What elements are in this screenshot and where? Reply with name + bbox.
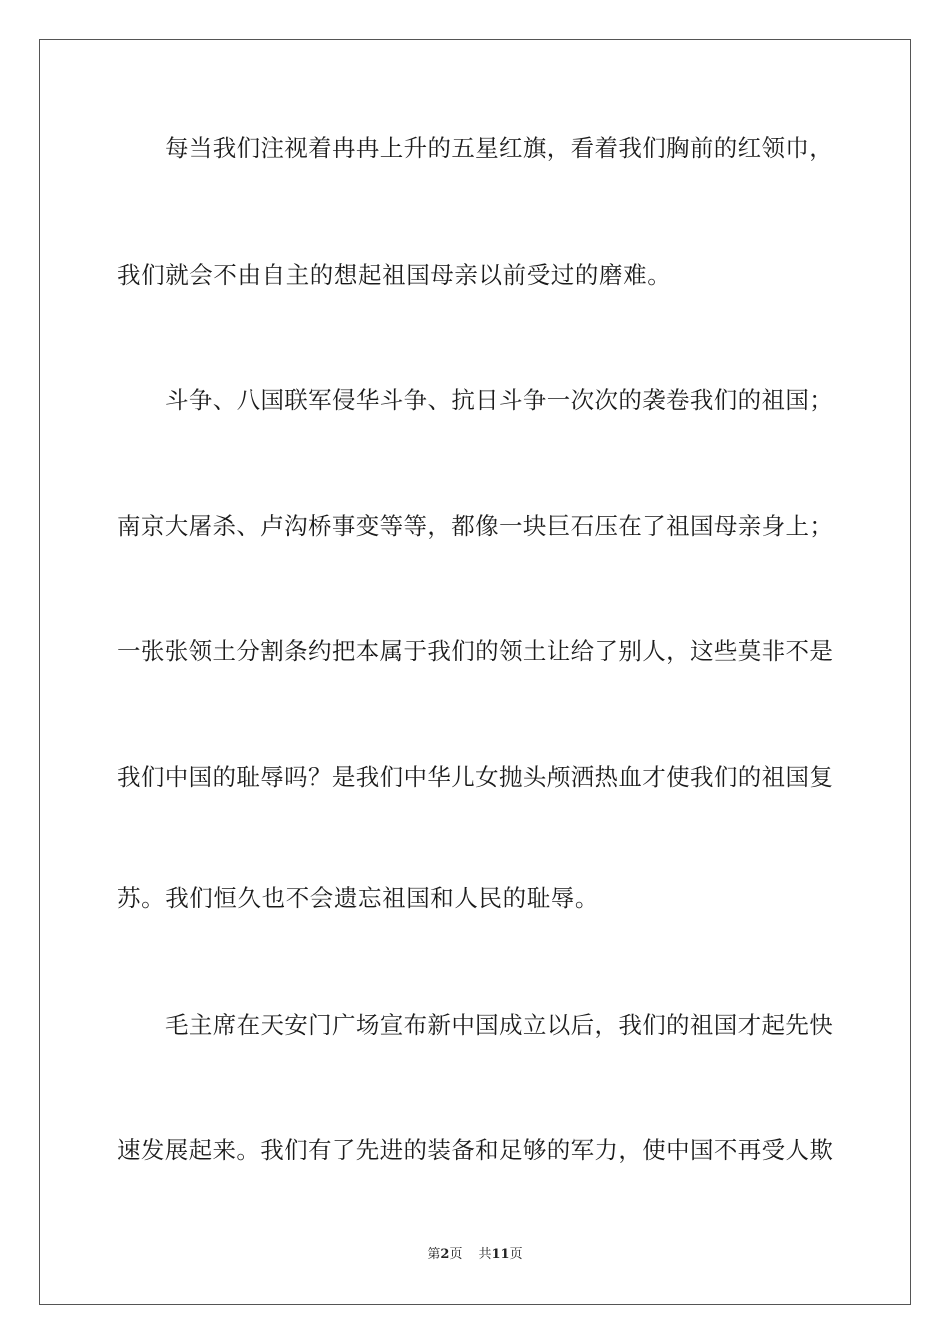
paragraph-1-line-2: 我们就会不由自主的想起祖国母亲以前受过的磨难。 xyxy=(117,261,672,289)
page-border xyxy=(39,39,911,1305)
paragraph-2-line-4: 我 们 中 国 的 耻 辱 吗 ？ 是 我 们 中 华 儿 女 抛 头 颅 洒 热 血 才 使 我 们 的 祖 国 复 xyxy=(117,763,833,791)
total-pages: 11 xyxy=(491,1247,510,1262)
paragraph-3-line-2: 速 发 展 起 来 。 我 们 有 了 先 进 的 装 备 和 足 够 的 军 力 ， 使 中 国 不 再 受 人 欺 xyxy=(117,1136,833,1164)
total-suffix: 页 xyxy=(509,1247,523,1262)
paragraph-2-line-1: 斗 争 、 八 国 联 军 侵 华 斗 争 、 抗 日 斗 争 一 次 次 的 袭 卷 我 们 的 祖 国 ； xyxy=(165,386,833,414)
paragraph-3-line-1: 毛 主 席 在 天 安 门 广 场 宣 布 新 中 国 成 立 以 后 ， 我 们 的 祖 国 才 起 先 快 xyxy=(165,1011,833,1039)
paragraph-2-line-2: 南 京 大 屠 杀 、 卢 沟 桥 事 变 等 等 ， 都 像 一 块 巨 石 压 在 了 祖 国 母 亲 身 上 ； xyxy=(117,512,833,540)
paragraph-1-line-1: 每 当 我 们 注 视 着 冉 冉 上 升 的 五 星 红 旗 ， 看 着 我 们 胸 前 的 红 领 巾 ， xyxy=(165,134,833,162)
paragraph-2-line-3: 一 张 张 领 土 分 割 条 约 把 本 属 于 我 们 的 领 土 让 给 了 别 人 ， 这 些 莫 非 不 是 xyxy=(117,637,833,665)
total-prefix: 共 xyxy=(478,1247,492,1262)
page-footer xyxy=(0,1246,950,1264)
page-prefix: 第 xyxy=(427,1247,441,1262)
page-suffix: 页 xyxy=(449,1247,463,1262)
paragraph-2-line-5: 苏。我们恒久也不会遗忘祖国和人民的耻辱。 xyxy=(117,884,599,912)
page-number: 2 xyxy=(440,1247,450,1262)
